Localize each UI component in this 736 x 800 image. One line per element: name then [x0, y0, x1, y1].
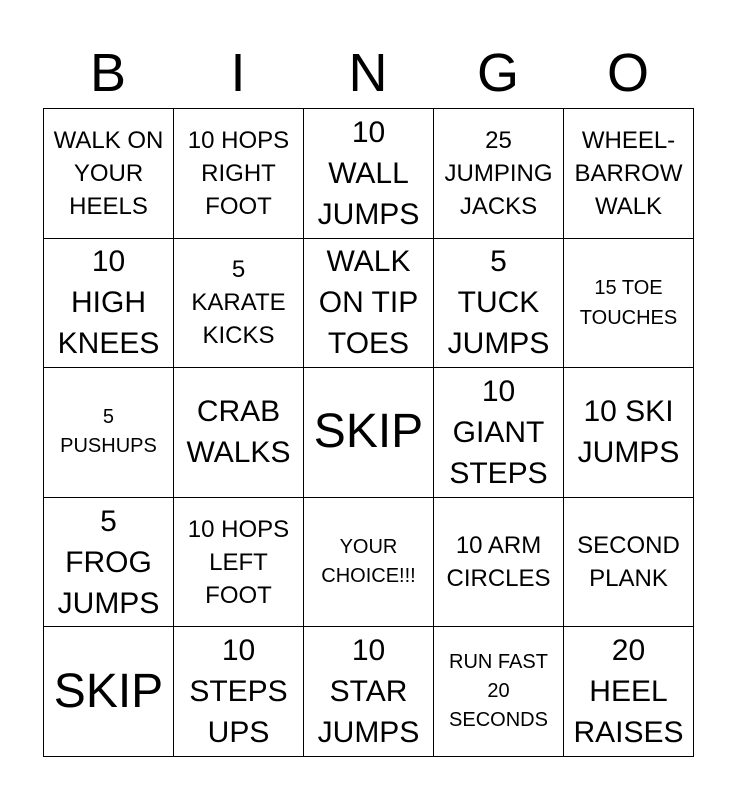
bingo-cell: 5 FROG JUMPS: [44, 498, 174, 628]
header-letter-b: B: [89, 43, 127, 103]
bingo-grid: [43, 108, 694, 757]
bingo-cell: RUN FAST 20 SECONDS: [434, 627, 564, 757]
bingo-cell: 5 PUSHUPS: [44, 368, 174, 498]
bingo-cell: 5 TUCK JUMPS: [434, 239, 564, 369]
bingo-cell: 10 STAR JUMPS: [304, 627, 434, 757]
bingo-cell: WALK ON YOUR HEELS: [44, 109, 174, 239]
bingo-cell: WHEEL- BARROW WALK: [564, 109, 694, 239]
bingo-cell: SKIP: [304, 368, 434, 498]
bingo-cell: 10 HOPS LEFT FOOT: [174, 498, 304, 628]
bingo-cell: YOUR CHOICE!!!: [304, 498, 434, 628]
header-letter-i: I: [230, 43, 246, 103]
bingo-cell: 10 SKI JUMPS: [564, 368, 694, 498]
bingo-cell: 10 GIANT STEPS: [434, 368, 564, 498]
header-letter-n: N: [348, 43, 388, 103]
header-letter-o: O: [606, 43, 649, 103]
bingo-cell: 10 HOPS RIGHT FOOT: [174, 109, 304, 239]
bingo-cell: 25 JUMPING JACKS: [434, 109, 564, 239]
bingo-cell: 10 WALL JUMPS: [304, 109, 434, 239]
header-letter-g: G: [476, 43, 519, 103]
bingo-cell: 5 KARATE KICKS: [174, 239, 304, 369]
bingo-cell: SKIP: [44, 627, 174, 757]
bingo-header: [43, 38, 693, 108]
bingo-cell: 15 TOE TOUCHES: [564, 239, 694, 369]
bingo-cell: WALK ON TIP TOES: [304, 239, 434, 369]
bingo-cell: 10 HIGH KNEES: [44, 239, 174, 369]
bingo-cell: 10 ARM CIRCLES: [434, 498, 564, 628]
bingo-cell: 20 HEEL RAISES: [564, 627, 694, 757]
bingo-cell: 10 STEPS UPS: [174, 627, 304, 757]
bingo-cell: CRAB WALKS: [174, 368, 304, 498]
bingo-cell: SECOND PLANK: [564, 498, 694, 628]
